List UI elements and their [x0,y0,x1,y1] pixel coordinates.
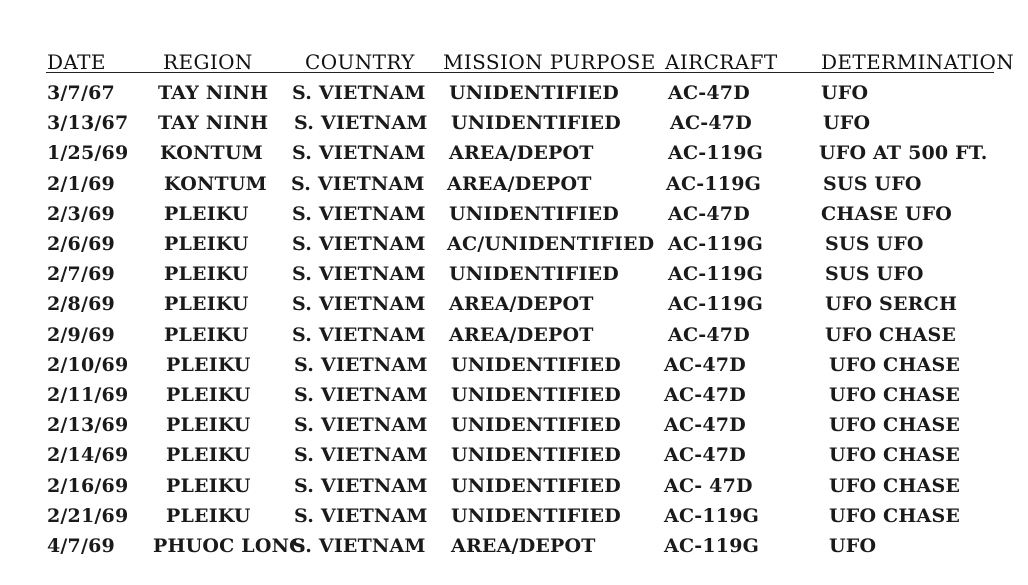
cell-determination: UFO CHASE [829,384,961,406]
cell-determination: UFO [821,82,869,104]
cell-determination: UFO SERCH [825,293,958,316]
cell-mission-purpose: UNIDENTIFIED [451,353,621,376]
cell-country: S. VIETNAM [292,293,426,316]
header-underline [46,72,994,73]
cell-region: PLEIKU [166,504,251,527]
cell-aircraft: AC-47D [668,82,750,104]
cell-mission-purpose: AREA/DEPOT [449,293,594,316]
cell-country: S. VIETNAM [292,323,426,346]
cell-country: S. VIETNAM [294,384,428,406]
cell-aircraft: AC-47D [664,444,746,467]
cell-determination: UFO CHASE [829,504,961,527]
cell-country: S. VIETNAM [291,172,425,195]
table-row [0,410,1028,440]
cell-date: 2/1/69 [47,172,115,195]
cell-date: 2/3/69 [47,202,115,225]
table-row [0,380,1028,410]
cell-determination: SUS UFO [825,233,924,255]
table-row [0,229,1028,259]
cell-region: PLEIKU [166,353,251,376]
cell-region: TAY NINH [158,82,269,104]
cell-aircraft: AC-119G [668,233,764,255]
cell-region: PLEIKU [164,293,249,316]
cell-country: S. VIETNAM [294,112,428,135]
cell-aircraft: AC-47D [668,323,750,346]
table-row [0,531,1028,561]
cell-aircraft: AC-119G [668,293,764,316]
cell-aircraft: AC- 47D [664,474,753,497]
cell-mission-purpose: AREA/DEPOT [447,172,592,195]
cell-mission-purpose: AREA/DEPOT [449,142,594,165]
cell-determination: UFO CHASE [825,323,957,346]
cell-region: PLEIKU [166,474,251,497]
cell-mission-purpose: UNIDENTIFIED [449,82,619,104]
cell-mission-purpose: UNIDENTIFIED [449,263,619,286]
table-row [0,440,1028,470]
cell-country: S. VIETNAM [294,474,428,497]
cell-date: 2/13/69 [47,414,129,437]
cell-determination: UFO CHASE [829,474,961,497]
cell-date: 2/11/69 [47,384,129,406]
cell-mission-purpose: AC/UNIDENTIFIED [447,233,655,255]
cell-mission-purpose: AREA/DEPOT [451,535,596,557]
table-row [0,471,1028,501]
cell-region: PLEIKU [166,414,251,437]
table-row [0,199,1028,229]
cell-region: PHUOC LONG [153,535,306,557]
cell-country: S. VIETNAM [294,353,428,376]
cell-aircraft: AC-47D [670,112,752,135]
cell-region: PLEIKU [166,444,251,467]
cell-country: S. VIETNAM [292,263,426,286]
column-header-aircraft: AIRCRAFT [665,50,778,74]
cell-country: S. VIETNAM [294,504,428,527]
table-row [0,289,1028,319]
cell-mission-purpose: UNIDENTIFIED [451,414,621,437]
cell-region: PLEIKU [166,384,251,406]
cell-date: 2/16/69 [47,474,129,497]
cell-determination: CHASE UFO [821,202,953,225]
cell-determination: UFO AT 500 FT. [819,142,988,165]
cell-region: PLEIKU [164,323,249,346]
cell-date: 2/6/69 [47,233,115,255]
cell-date: 2/7/69 [47,263,115,286]
cell-aircraft: AC-47D [664,414,746,437]
cell-determination: SUS UFO [825,263,924,286]
cell-country: S. VIETNAM [292,202,426,225]
cell-date: 4/7/69 [47,535,115,557]
cell-determination: UFO CHASE [829,414,961,437]
column-header-mission-purpose: MISSION PURPOSE [443,50,656,74]
cell-aircraft: AC-119G [666,172,762,195]
cell-region: KONTUM [160,142,263,165]
cell-determination: SUS UFO [823,172,922,195]
column-header-region: REGION [163,50,253,74]
cell-aircraft: AC-119G [664,535,760,557]
cell-mission-purpose: UNIDENTIFIED [451,444,621,467]
cell-region: KONTUM [164,172,267,195]
cell-country: S. VIETNAM [294,414,428,437]
cell-aircraft: AC-119G [668,142,764,165]
cell-aircraft: AC-119G [668,263,764,286]
cell-date: 1/25/69 [47,142,129,165]
cell-mission-purpose: AREA/DEPOT [449,323,594,346]
cell-date: 2/9/69 [47,323,115,346]
cell-date: 2/21/69 [47,504,129,527]
cell-date: 3/13/67 [47,112,129,135]
cell-determination: UFO [823,112,871,135]
table-row [0,350,1028,380]
table-row [0,78,1028,108]
cell-aircraft: AC-47D [668,202,750,225]
cell-aircraft: AC-47D [664,353,746,376]
cell-mission-purpose: UNIDENTIFIED [451,384,621,406]
table-row [0,320,1028,350]
cell-region: PLEIKU [164,233,249,255]
cell-region: PLEIKU [164,202,249,225]
cell-mission-purpose: UNIDENTIFIED [451,112,621,135]
cell-country: S. VIETNAM [294,444,428,467]
cell-country: S. VIETNAM [292,142,426,165]
column-header-determination: DETERMINATION [821,50,1015,74]
cell-region: PLEIKU [164,263,249,286]
cell-date: 2/14/69 [47,444,129,467]
cell-determination: UFO [829,535,877,557]
cell-determination: UFO CHASE [829,444,961,467]
cell-aircraft: AC-119G [664,504,760,527]
table-row [0,138,1028,168]
column-header-date: DATE [47,50,106,74]
cell-country: S. VIETNAM [292,82,426,104]
cell-determination: UFO CHASE [829,353,961,376]
cell-date: 2/8/69 [47,293,115,316]
cell-aircraft: AC-47D [664,384,746,406]
table-row [0,108,1028,138]
table-row [0,501,1028,531]
cell-mission-purpose: UNIDENTIFIED [449,202,619,225]
cell-region: TAY NINH [158,112,269,135]
cell-country: S. VIETNAM [292,233,426,255]
cell-date: 3/7/67 [47,82,115,104]
cell-date: 2/10/69 [47,353,129,376]
cell-mission-purpose: UNIDENTIFIED [451,504,621,527]
column-header-country: COUNTRY [305,50,415,74]
cell-country: S. VIETNAM [292,535,426,557]
table-row [0,259,1028,289]
cell-mission-purpose: UNIDENTIFIED [451,474,621,497]
table-row [0,169,1028,199]
